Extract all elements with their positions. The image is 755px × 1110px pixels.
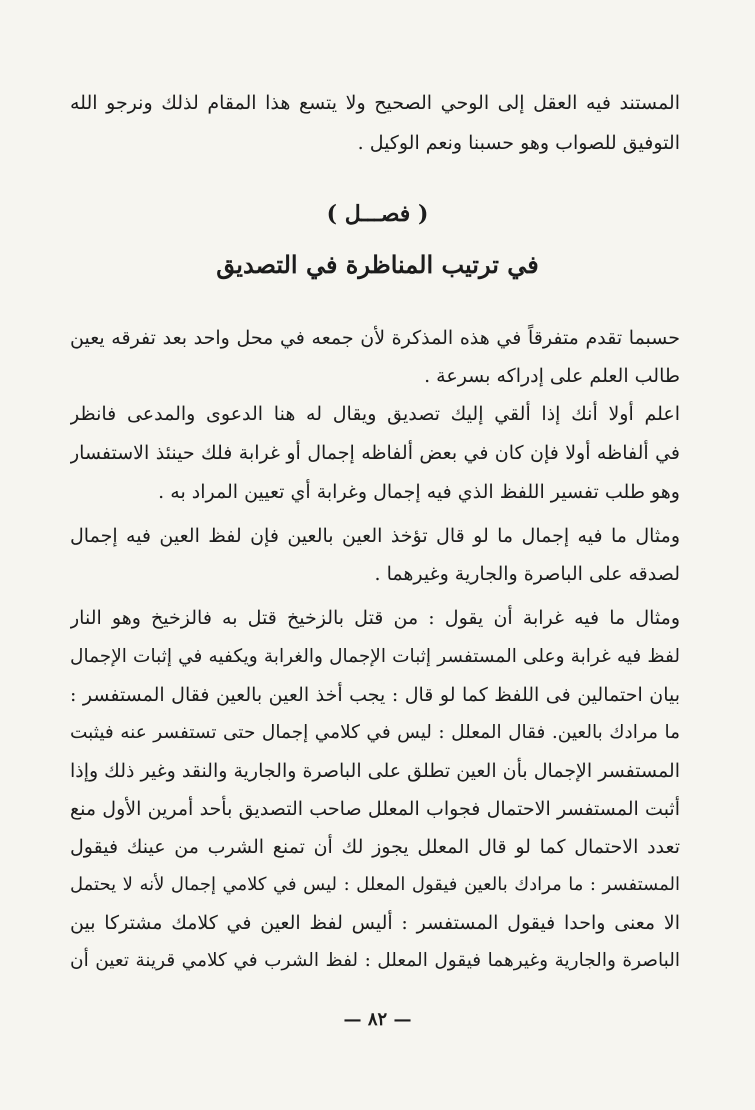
text-line: ومثال ما فيه إجمال ما لو قال تؤخذ العين بالعين فإن لفظ العين فيه إجمال — [70, 525, 680, 547]
text-line: المستند فيه العقل إلى الوحي الصحيح ولا يتسع هذا المقام لذلك ونرجو الله — [70, 92, 680, 114]
text-line: حسبما تقدم متفرقاً في هذه المذكرة لأن جمعه في محل واحد بعد تفرقه يعين — [70, 327, 680, 349]
text-line: ما مرادك بالعين. فقال المعلل : ليس في كلامي إجمال حتى تستفسر عنه فيثبت — [70, 722, 680, 743]
text-line: في ألفاظه أولا فإن كان في بعض ألفاظه إجمال أو غرابة فلك حينئذ الاستفسار — [70, 442, 680, 464]
text-line: بيان احتمالين فى اللفظ كما لو قال : يجب أخذ العين بالعين فقال المستفسر : — [70, 684, 680, 706]
text-line: أثبت المستفسر الاحتمال فجواب المعلل صاحب التصديق بأحد أمرين الأول منع — [70, 798, 680, 820]
text-line: المستفسر الإجمال بأن العين تطلق على الباصرة والجارية والنقد وغير ذلك وإذا — [70, 760, 680, 782]
section-title: في ترتيب المناظرة في التصديق — [216, 250, 539, 279]
text-line: اعلم أولا أنك إذا ألقي إليك تصديق ويقال له هنا الدعوى والمدعى فانظر — [70, 403, 680, 425]
text-line: وهو طلب تفسير اللفظ الذي فيه إجمال وغرابة أي تعيين المراد به . — [158, 481, 680, 503]
text-line: الا معنى واحدا فيقول المستفسر : أليس لفظ العين في كلامك مشتركا بين — [70, 912, 680, 934]
text-line: التوفيق للصواب وهو حسبنا ونعم الوكيل . — [357, 132, 680, 154]
page-number: — ٨٢ — — [343, 1009, 412, 1030]
text-line: تعدد الاحتمال كما لو قال المعلل يجوز لك أن تمنع الشرب من عينك فيقول — [70, 836, 680, 858]
text-line: لصدقه على الباصرة والجارية وغيرهما . — [374, 563, 680, 585]
text-line: المستفسر : ما مرادك بالعين فيقول المعلل : ليس في كلامي إجمال لأنه لا يحتمل — [70, 874, 680, 895]
text-line: الباصرة والجارية وغيرهما فيقول المعلل : لفظ الشرب في كلامي قرينة تعين أن — [70, 950, 680, 971]
text-line: ومثال ما فيه غرابة أن يقول : من قتل بالزخيخ قتل به فالزخيخ وهو النار — [70, 607, 680, 629]
section-heading: ( فصـــل ) — [326, 201, 429, 227]
text-line: طالب العلم على إدراكه بسرعة . — [424, 365, 680, 387]
text-line: لفظ فيه غرابة وعلى المستفسر إثبات الإجمال والغرابة ويكفيه في إثبات الإجمال — [70, 646, 680, 667]
